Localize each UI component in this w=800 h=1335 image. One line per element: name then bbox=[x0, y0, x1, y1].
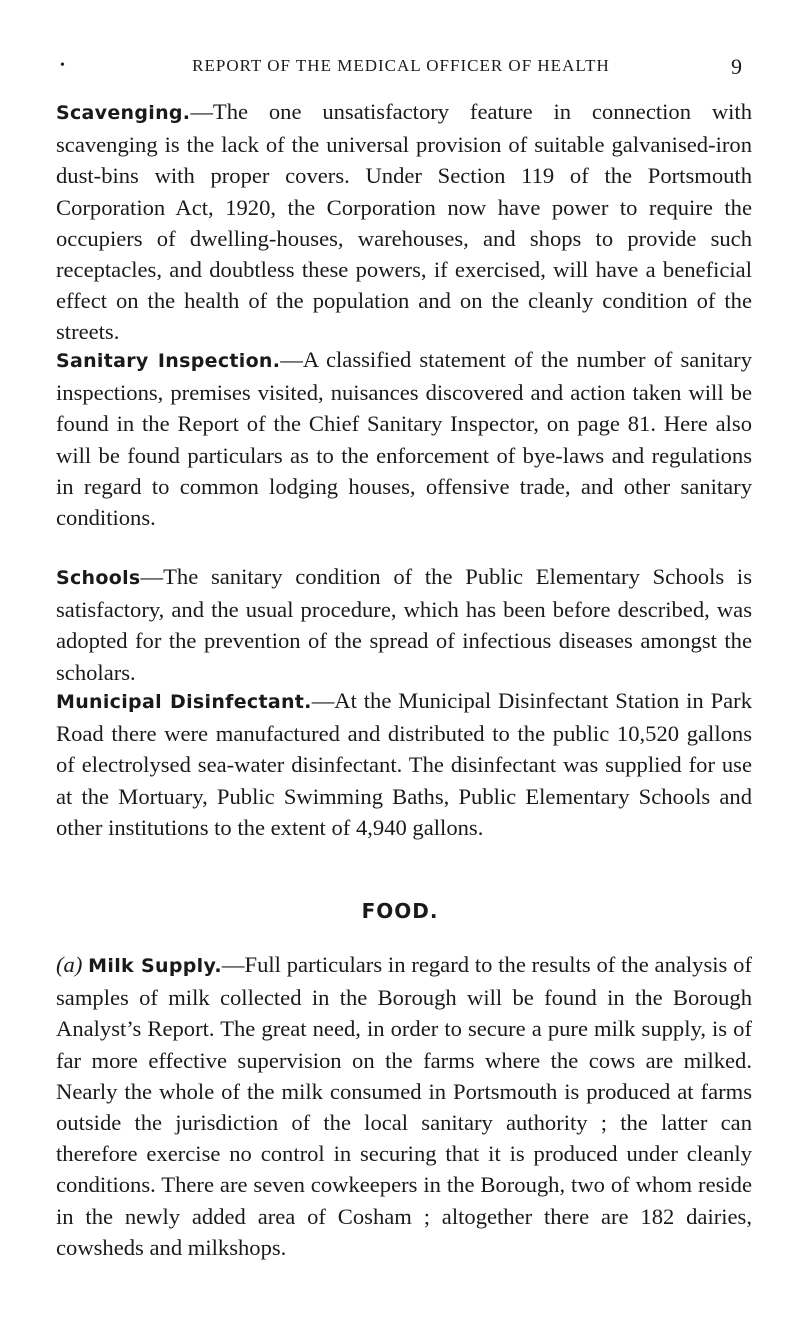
paragraph-scavenging bbox=[56, 96, 752, 348]
paragraph-text: —The sanitary condition of the Public Elementary Schools is satisfactory, and the usual procedure, which has been before described, was adopted for the prevention of the spread of infectious diseases amongst the scholars. bbox=[56, 564, 752, 685]
paragraph-municipal-disinfectant bbox=[56, 685, 752, 843]
running-head-title: REPORT OF THE MEDICAL OFFICER OF HEALTH bbox=[192, 56, 610, 75]
item-prefix: (a) bbox=[56, 952, 89, 977]
paragraph-text: —Full particulars in regard to the results of the analysis of samples of milk collected in the Borough will be found in the Borough Analyst’s Report. The great need, in order to secure a pure milk supply, is of far more effective supervision on the farms where the cows are milked. Nearly the whole of the milk consumed in Portsmouth is produced at farms outside the jurisdiction of the local sanitary authority ; the latter can therefore exercise no control in securing that it is produced under cleanly conditions. There are seven cowkeepers in the Borough, two of whom reside in the newly added area of Cosham ; altogether there are 182 dairies, cowsheds and milkshops. bbox=[56, 952, 752, 1260]
page-number: 9 bbox=[731, 54, 742, 79]
paragraph-milk-supply bbox=[56, 949, 752, 1263]
paragraph-heading: Schools bbox=[56, 567, 141, 589]
paragraph-heading: Scavenging. bbox=[56, 102, 191, 124]
paragraph-sanitary-inspection bbox=[56, 344, 752, 533]
running-head bbox=[60, 56, 742, 80]
paragraph-text: —The one unsatisfactory feature in connection with scavenging is the lack of the universal provision of suitable galvanised-iron dust-bins with proper covers. Under Section 119 of the Portsmouth Corporation Act, 1920, the Corporation now have power to require the occupiers of dwelling-houses, warehouses, and shops to provide such receptacles, and doubtless these powers, if exercised, will have a beneficial effect on the health of the population and on the cleanly condition of the streets. bbox=[56, 99, 752, 345]
paragraph-heading: Sanitary Inspection. bbox=[56, 350, 281, 372]
paragraph-heading: Municipal Disinfectant. bbox=[56, 691, 312, 713]
bullet-mark: • bbox=[60, 58, 65, 73]
paragraph-text: —At the Municipal Disinfectant Station in Park Road there were manufactured and distributed to the public 10,520 gallons of electrolysed sea-water disinfectant. The disinfectant was supplied for use at the Mortuary, Public Swimming Baths, Public Elementary Schools and other institutions to the extent of 4,940 gallons. bbox=[56, 688, 752, 840]
section-title-food: FOOD. bbox=[361, 899, 439, 923]
paragraph-text: —A classified statement of the number of sanitary inspections, premises visited, nuisances discovered and action taken will be found in the Report of the Chief Sanitary Inspector, on page 81. Here also will be found particulars as to the enforcement of bye-laws and regulations in regard to common lodging houses, offensive trade, and other sanitary conditions. bbox=[56, 347, 752, 531]
paragraph-heading: Milk Supply. bbox=[88, 955, 222, 977]
paragraph-schools bbox=[56, 561, 752, 688]
